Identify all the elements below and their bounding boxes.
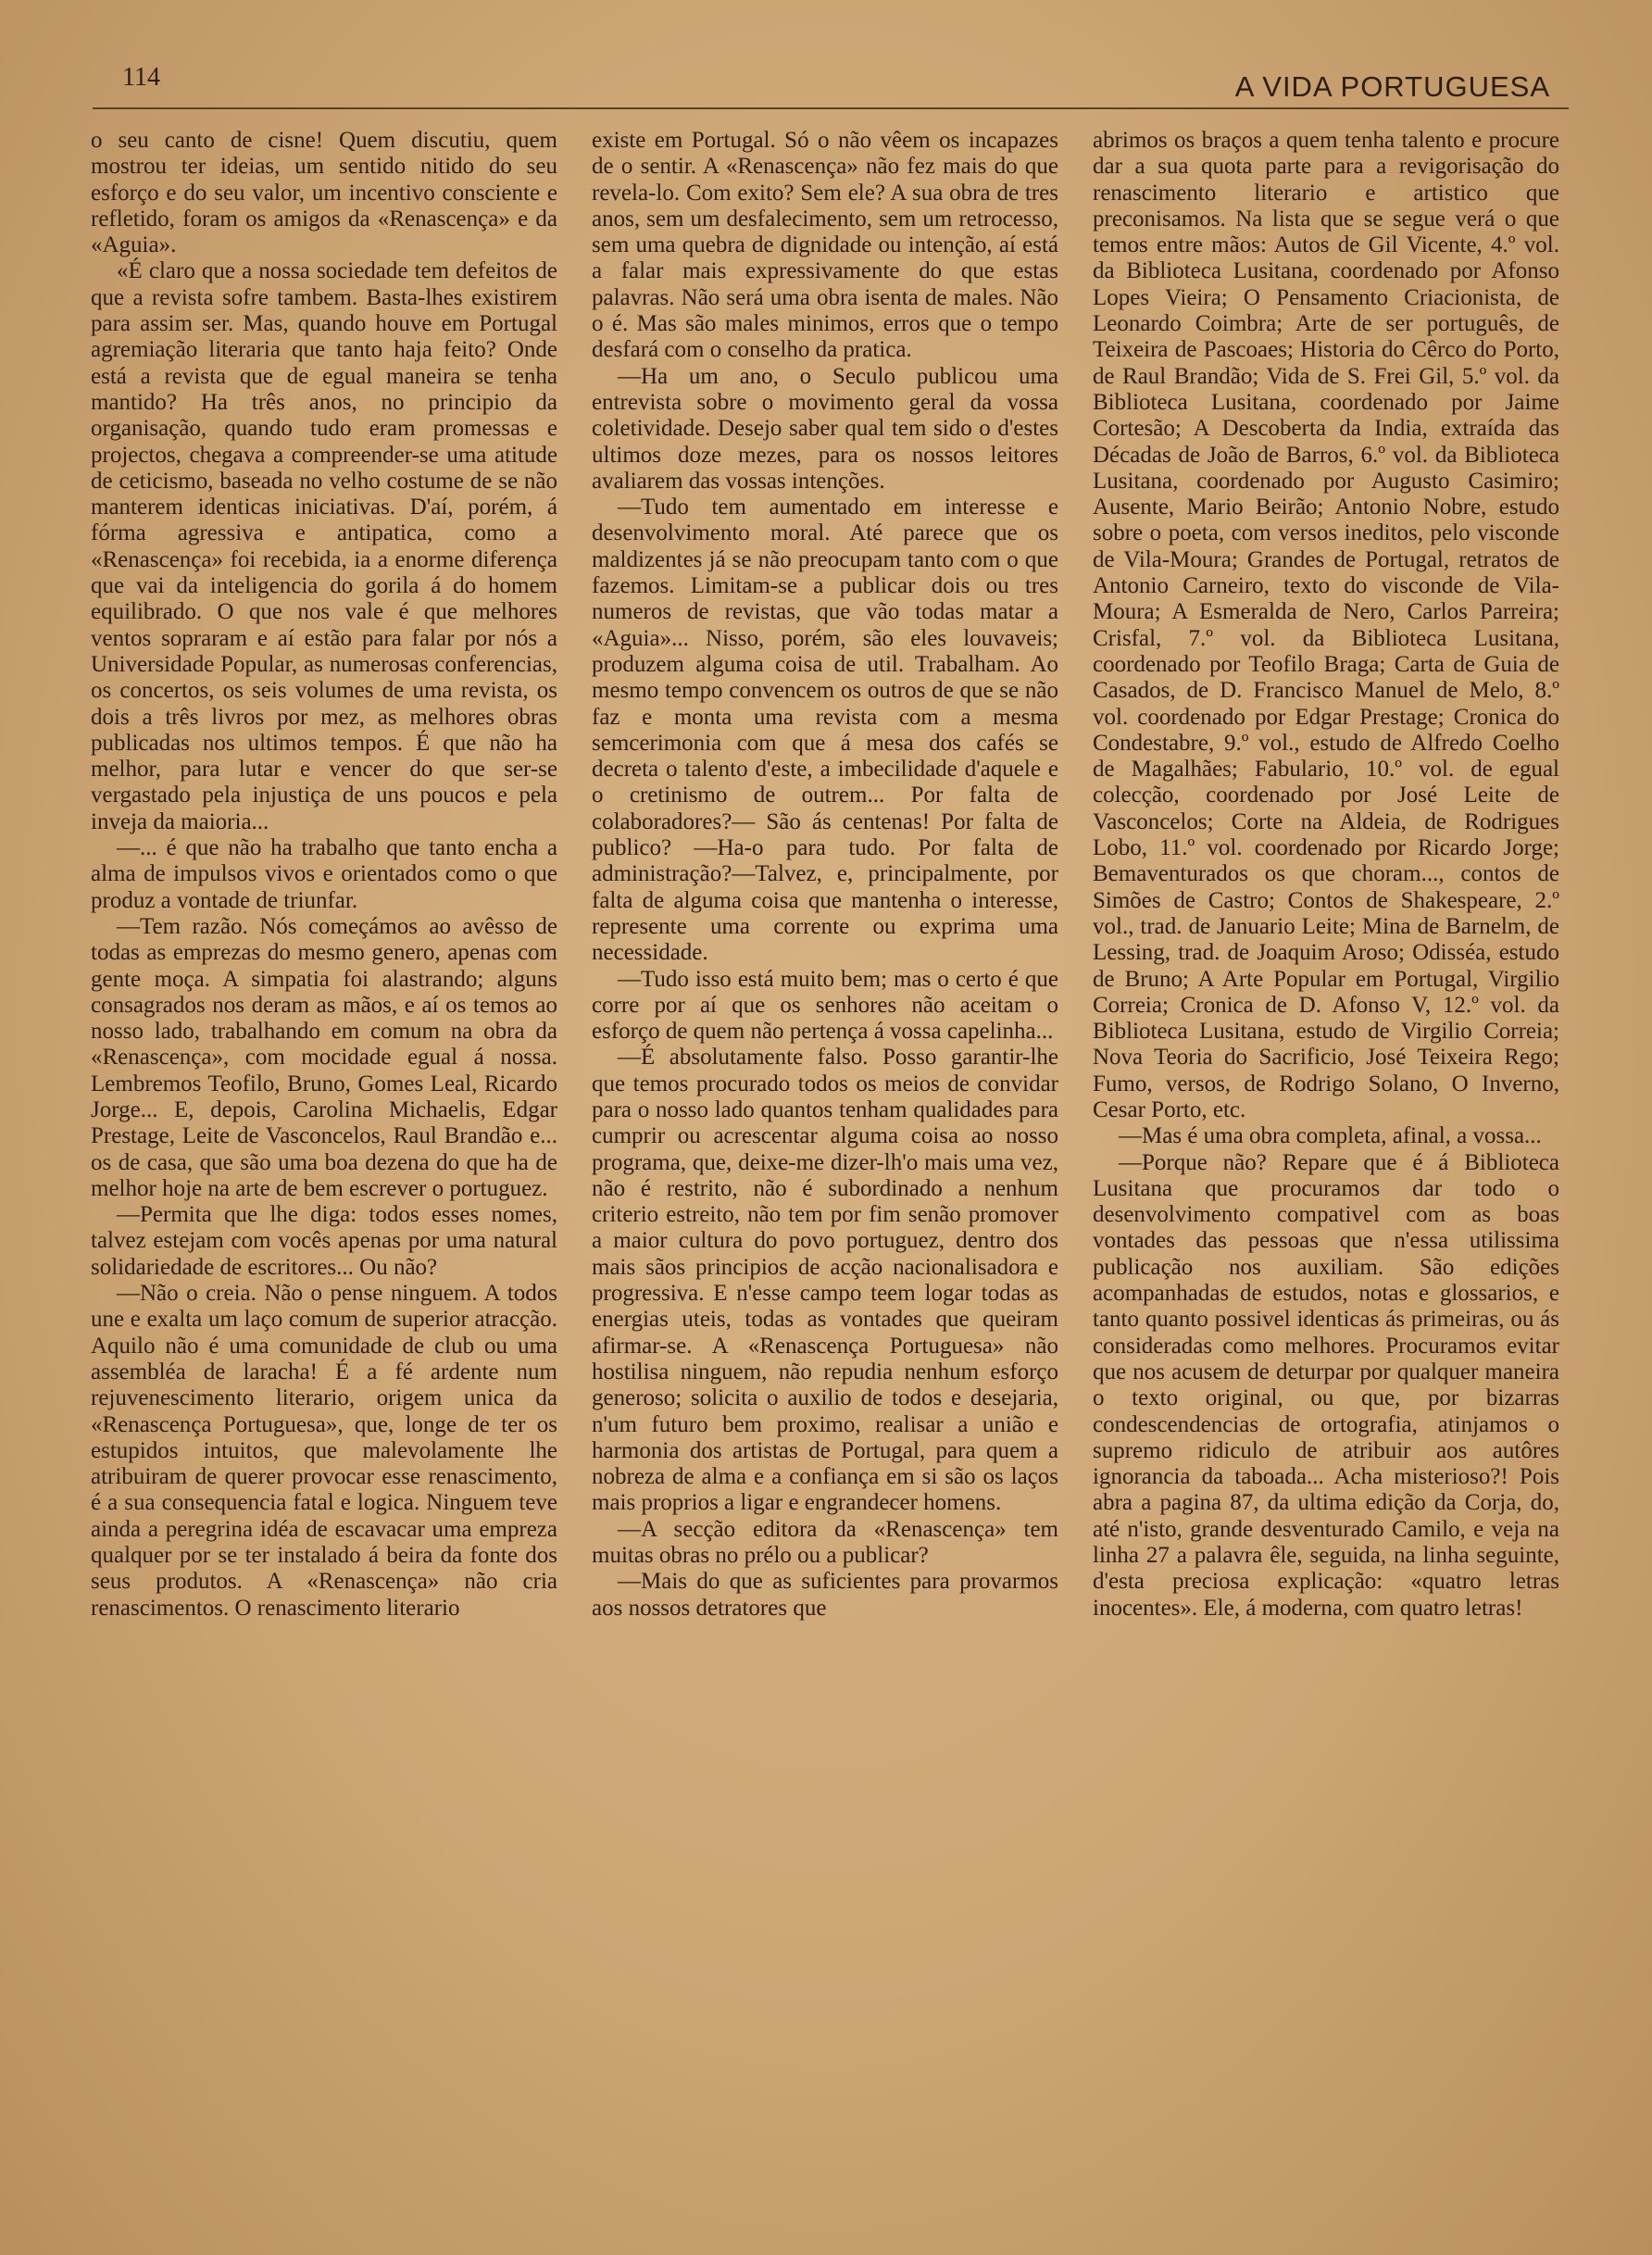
column-3 [1093, 128, 1559, 2119]
running-head: A VIDA PORTUGUESA [1234, 70, 1550, 103]
page-number: 114 [122, 63, 160, 92]
header-rule [93, 107, 1569, 109]
paragraph: —Mais do que as suficientes para provarmos aos nossos detratores que [592, 1569, 1058, 1621]
column-1 [91, 128, 557, 2119]
column-2 [592, 128, 1058, 2119]
paragraph: —Porque não? Repare que é á Biblioteca Lusitana que procuramos dar todo o desenvolvimento compativel com as boas vontades das pessoas que n'essa utilissima publicação nos auxiliam. São edições acompanhadas de estudos, notas e glossarios, e tanto quanto possivel identicas ás primeiras, ou ás consideradas como melhores. Procuramos evitar que nos acusem de deturpar por qualquer maneira o texto original, ou que, por bizarras condescendencias de ortografia, atinjamos o supremo ridiculo de atribuir aos autôres ignorancia da taboada... Acha misterioso?! Pois abra a pagina 87, da ultima edição da Corja, do, até n'isto, grande desventurado Camilo, e veja na linha 27 a palavra êle, seguida, na linha seguinte, d'esta preciosa explicação: «quatro letras inocentes». Ele, á moderna, com quatro letras! [1093, 1149, 1559, 1621]
paragraph: —Tudo tem aumentado em interesse e desenvolvimento moral. Até parece que os maldizentes já se não preocupam tanto com o que fazemos. Limitam-se a publicar dois ou tres numeros de revistas, que vão todas matar a «Aguia»... Nisso, porém, são eles louvaveis; produzem alguma coisa de util. Trabalham. Ao mesmo tempo convencem os outros de que se não faz e monta uma revista com a mesma semcerimonia com que á mesa dos cafés se decreta o talento d'este, a imbecilidade d'aquele e o cretinismo de outrem... Por falta de colaboradores?— São ás centenas! Por falta de publico? —Ha-o para tudo. Por falta de administração?—Talvez, e, principalmente, por falta de alguma coisa que mantenha o interesse, represente uma corrente ou exprima uma necessidade. [592, 495, 1058, 966]
paragraph: —Tudo isso está muito bem; mas o certo é que corre por aí que os senhores não aceitam o esforço de quem não pertença á vossa capelinha... [592, 966, 1058, 1045]
paragraph: —A secção editora da «Renascença» tem muitas obras no prélo ou a publicar? [592, 1516, 1058, 1569]
paragraph: —Tem razão. Nós começámos ao avêsso de todas as emprezas do mesmo genero, apenas com gente moça. A simpatia foi alastrando; alguns consagrados nos deram as mãos, e aí os temos ao nosso lado, trabalhando em comum na obra da «Renascença», com mocidade egual á nossa. Lembremos Teofilo, Bruno, Gomes Leal, Ricardo Jorge... E, depois, Carolina Michaelis, Edgar Prestage, Leite de Vasconcelos, Raul Brandão e... os de casa, que são uma boa dezena do que ha de melhor hoje na arte de bem escrever o portuguez. [91, 913, 557, 1201]
paragraph: abrimos os braços a quem tenha talento e procure dar a sua quota parte para a revigorisação do renascimento literario e artistico que preconisamos. Na lista que se segue verá o que temos entre mãos: Autos de Gil Vicente, 4.º vol. da Biblioteca Lusitana, coordenado por Afonso Lopes Vieira; O Pensamento Criacionista, de Leonardo Coimbra; Arte de ser português, de Teixeira de Pascoaes; Historia do Cêrco do Porto, de Raul Brandão; Vida de S. Frei Gil, 5.º vol. da Biblioteca Lusitana, coordenado por Jaime Cortesão; A Descoberta da India, extraída das Décadas de João de Barros, 6.º vol. da Biblioteca Lusitana, coordenado por Augusto Casimiro; Ausente, Mario Beirão; Antonio Nobre, estudo sobre o poeta, com versos ineditos, pelo visconde de Vila-Moura; Grandes de Portugal, retratos de Antonio Carneiro, texto do visconde de Vila-Moura; A Esmeralda de Nero, Carlos Parreira; Crisfal, 7.º vol. da Biblioteca Lusitana, coordenado por Teofilo Braga; Carta de Guia de Casados, de D. Francisco Manuel de Melo, 8.º vol. coordenado por Edgar Prestage; Cronica do Condestabre, 9.º vol., estudo de Alfredo Coelho de Magalhães; Fabulario, 10.º vol. de egual colecção, coordenado por José Leite de Vasconcelos; Corte na Aldeia, de Rodrigues Lobo, 11.º vol. coordenado por Ricardo Jorge; Bemaventurados os que choram..., contos de Simões de Castro; Contos de Shakespeare, 2.º vol., trad. de Januario Leite; Mina de Barnelm, de Lessing, trad. de Joaquim Aroso; Odisséa, estudo de Bruno; A Arte Popular em Portugal, Virgilio Correia; Cronica de D. Afonso V, 12.º vol. da Biblioteca Lusitana, estudo de Virgilio Correia; Nova Teoria do Sacrificio, José Teixeira Rego; Fumo, versos, de Rodrigo Solano, O Inverno, Cesar Porto, etc. [1093, 128, 1559, 1122]
paragraph: —Permita que lhe diga: todos esses nomes, talvez estejam com vocês apenas por uma natural solidariedade de escritores... Ou não? [91, 1202, 557, 1280]
paragraph: o seu canto de cisne! Quem discutiu, quem mostrou ter ideias, um sentido nitido do seu esforço e do seu valor, um incentivo consciente e refletido, foram os amigos da «Renascença» e da «Aguia». [91, 128, 557, 258]
paragraph: existe em Portugal. Só o não vêem os incapazes de o sentir. A «Renascença» não fez mais do que revela-lo. Com exito? Sem ele? A sua obra de tres anos, sem um desfalecimento, sem um retrocesso, sem uma quebra de dignidade ou intenção, aí está a falar mais expressivamente do que estas palavras. Não será uma obra isenta de males. Não o é. Mas são males minimos, erros que o tempo desfará com o conselho da pratica. [592, 128, 1058, 363]
paragraph: —Ha um ano, o Seculo publicou uma entrevista sobre o movimento geral da vossa coletividade. Desejo saber qual tem sido o d'estes ultimos doze mezes, para os nossos leitores avaliarem das vossas intenções. [592, 363, 1058, 494]
paragraph: —... é que não ha trabalho que tanto encha a alma de impulsos vivos e orientados como o que produz a vontade de triunfar. [91, 835, 557, 913]
text-columns [91, 128, 1559, 2119]
paragraph: —Não o creia. Não o pense ninguem. A todos une e exalta um laço comum de superior atracção. Aquilo não é uma comunidade de club ou uma assembléa de laracha! É a fé ardente num rejuvenescimento literario, origem unica da «Renascença Portuguesa», que, longe de ter os estupidos intuitos, que malevolamente lhe atribuiram de querer provocar esse renascimento, é a sua consequencia fatal e logica. Ninguem teve ainda a peregrina idéa de escavacar uma empreza qualquer por se ter instalado á beira da fonte dos seus produtos. A «Renascença» não cria renascimentos. O renascimento literario [91, 1281, 557, 1621]
paragraph: —É absolutamente falso. Posso garantir-lhe que temos procurado todos os meios de convidar para o nosso lado quantos tenham qualidades para cumprir ou acrescentar alguma coisa ao nosso programa, que, deixe-me dizer-lh'o mais uma vez, não é restrito, não é subordinado a nenhum criterio estreito, não tem por fim senão promover a maior cultura do povo portuguez, dentro dos mais sãos principios de acção nacionalisadora e progressiva. E n'esse campo teem logar todas as energias uteis, todas as vontades que queiram afirmar-se. A «Renascença Portuguesa» não hostilisa ninguem, não repudia nenhum esforço generoso; solicita o auxilio de todos e desejaria, n'um futuro bem proximo, realisar a união e harmonia dos artistas de Portugal, para quem a nobreza de alma e a confiança em si são os laços mais proprios a ligar e engrandecer homens. [592, 1045, 1058, 1516]
page-header [83, 57, 1550, 106]
paragraph: —Mas é uma obra completa, afinal, a vossa... [1119, 1123, 1542, 1149]
paragraph: «É claro que a nossa sociedade tem defeitos de que a revista sofre tambem. Basta-lhes existirem para assim ser. Mas, quando houve em Portugal agremiação literaria que tanto haja feito? Onde está a revista que de egual maneira se tenha mantido? Ha três anos, no principio da organisação, quando tudo eram promessas e projectos, chegava a compreender-se uma atitude de ceticismo, baseada no velho costume de se não manterem identicas iniciativas. D'aí, porém, á fórma agressiva e antipatica, como a «Renascença» foi recebida, ia a enorme diferença que vai da inteligencia do gorila á do homem equilibrado. O que nos vale é que melhores ventos sopraram e aí estão para falar por nós a Universidade Popular, as numerosas conferencias, os concertos, os seis volumes de uma revista, os dois a três livros por mez, as melhores obras publicadas nos ultimos tempos. É que não ha melhor, para lutar e vencer do que ser-se vergastado pela injustiça de uns poucos e pela inveja da maioria... [91, 258, 557, 834]
